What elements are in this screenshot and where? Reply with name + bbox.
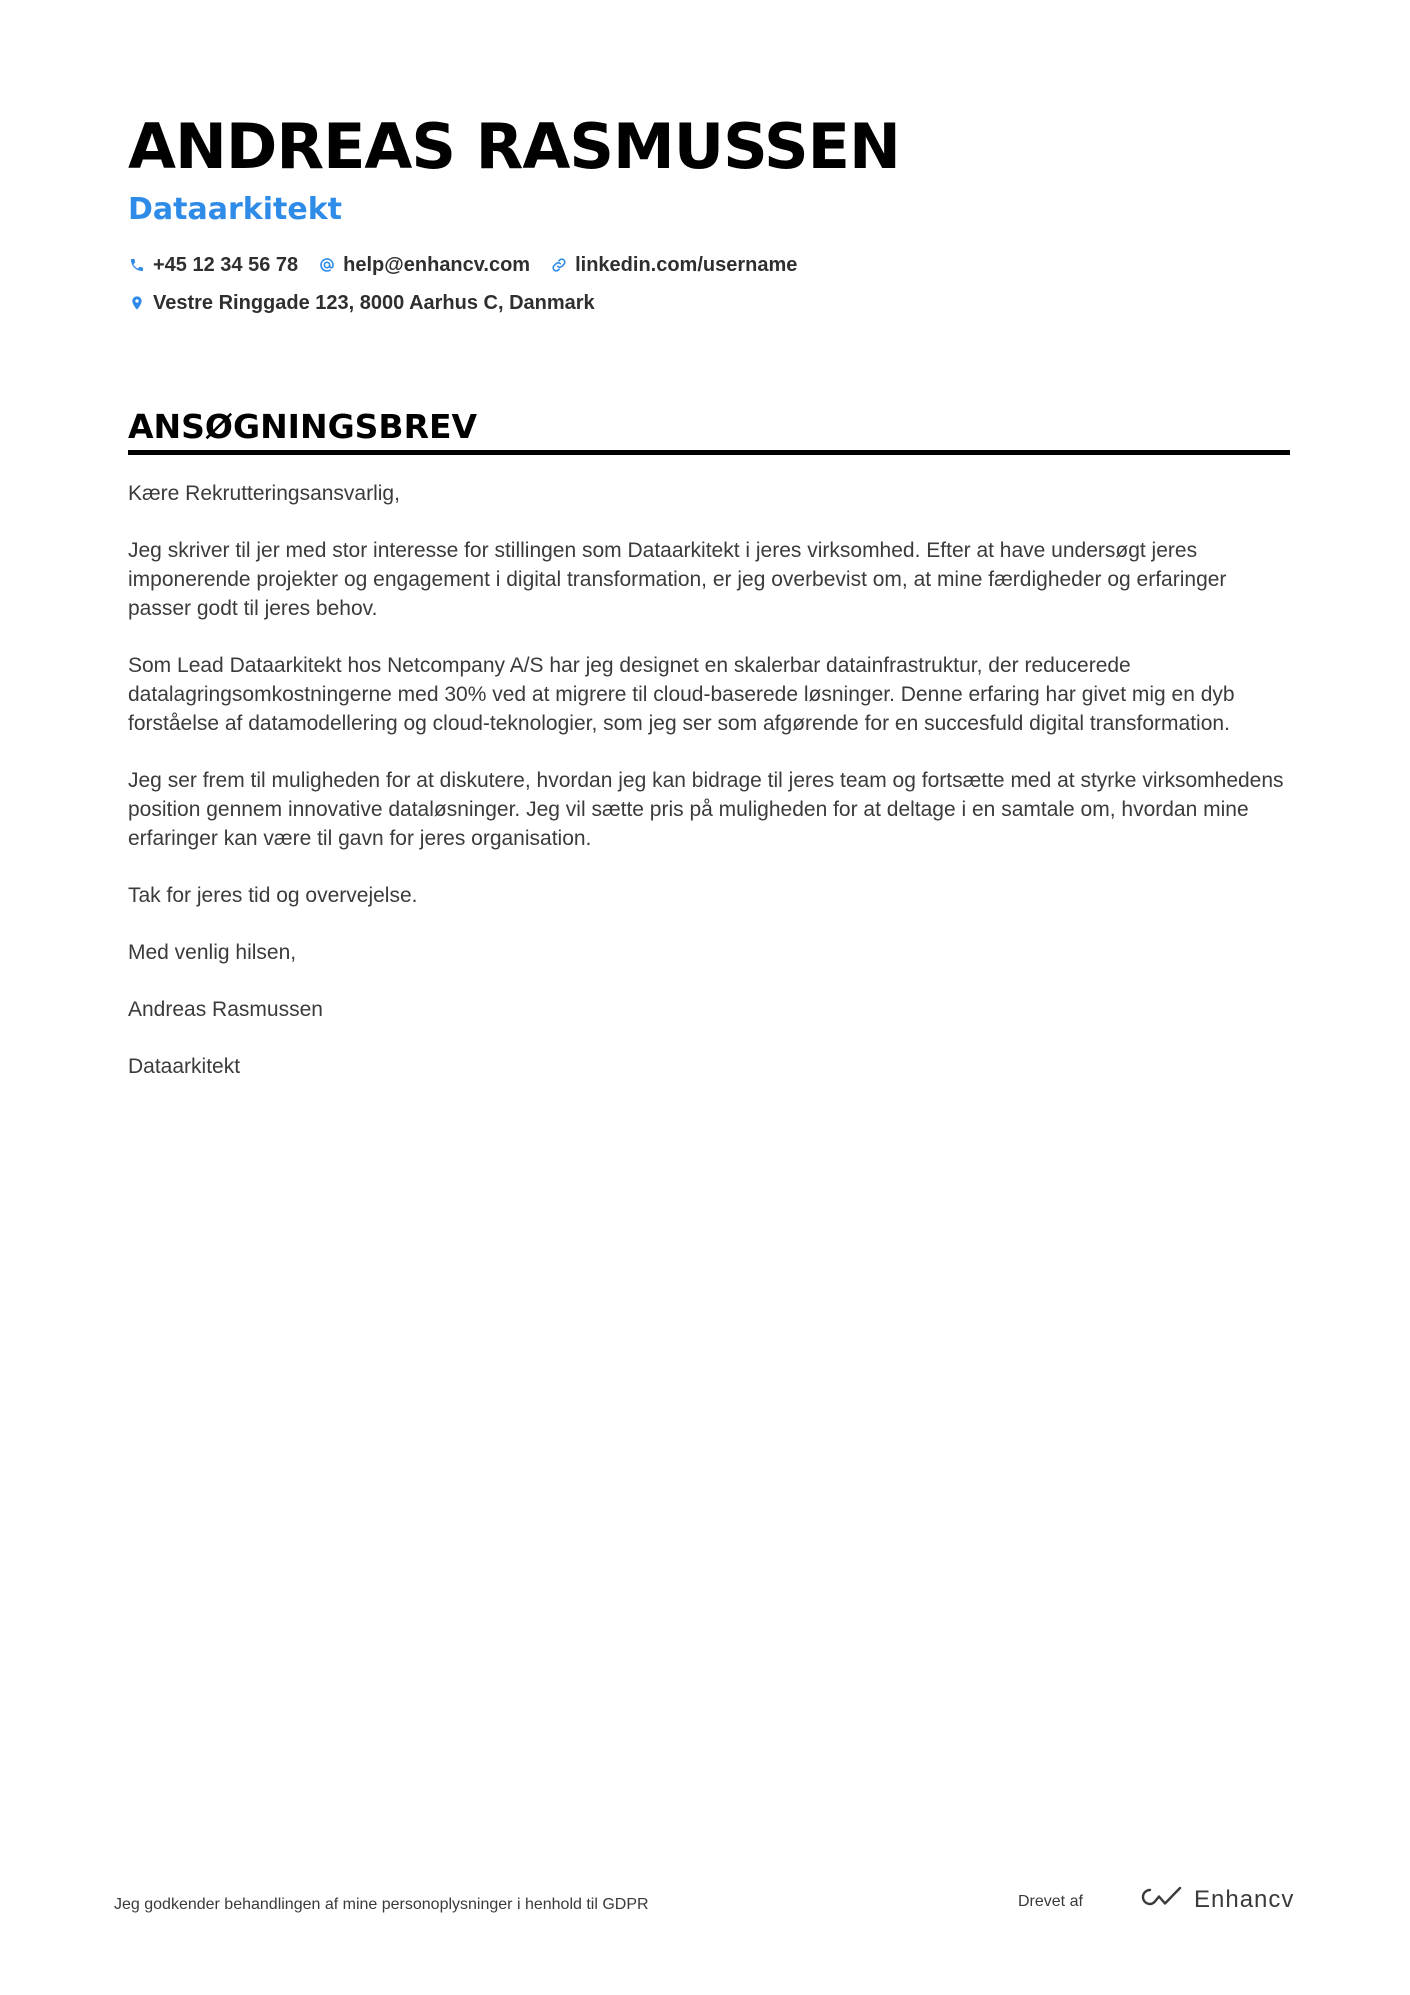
header (128, 108, 1288, 316)
at-icon (318, 256, 336, 274)
letter-paragraph: Jeg ser frem til muligheden for at diskutere, hvordan jeg kan bidrage til jeres team og fortsætte med at styrke virksomhedens position gennem innovative dataløsninger. Jeg vil sætte pris på muligheden for at deltage i en samtale om, hvordan mine erfaringer kan være til gavn for jeres organisation. (128, 769, 1284, 850)
address-row (128, 290, 1288, 316)
section-title: ANSØGNINGSBREV (128, 406, 1290, 455)
brand-link[interactable] (1138, 1884, 1294, 1915)
signature-title: Dataarkitekt (128, 1055, 241, 1078)
gdpr-consent: Jeg godkender behandlingen af mine personoplysninger i henhold til GDPR (114, 1896, 649, 1913)
applicant-name: ANDREAS RASMUSSEN (128, 110, 900, 183)
letter-paragraph: Jeg skriver til jer med stor interesse for stillingen som Dataarkitekt i jeres virksomhed. Efter at have undersøgt jeres imponerende projekter og engagement i digital transformation, er jeg overbevist om, at mine færdigheder og erfaringer passer godt til jeres behov. (128, 539, 1227, 620)
contact-email[interactable] (318, 252, 530, 278)
contact-phone (128, 252, 298, 278)
enhancv-logo-icon (1138, 1884, 1184, 1915)
phone-text: +45 12 34 56 78 (153, 254, 299, 276)
contact-row (128, 252, 1288, 278)
linkedin-link[interactable]: linkedin.com/username (575, 254, 798, 276)
footer (114, 1880, 1295, 1930)
contact-linkedin[interactable] (550, 252, 797, 278)
cover-letter-section (128, 406, 1290, 1109)
address-text: Vestre Ringgade 123, 8000 Aarhus C, Danmark (153, 292, 595, 314)
signature-name: Andreas Rasmussen (128, 998, 323, 1021)
job-title: Dataarkitekt (128, 192, 342, 227)
letter-thanks: Tak for jeres tid og overvejelse. (128, 884, 418, 907)
email-link[interactable]: help@enhancv.com (343, 254, 531, 276)
link-icon (550, 256, 568, 274)
letter-paragraph: Som Lead Dataarkitekt hos Netcompany A/S har jeg designet en skalerbar datainfrastruktur, der reducerede datalagringsomkostningerne med 30% ved at migrere til cloud-baserede løsninger. Denne erfaring har givet mig en dyb forståelse af datamodellering og cloud-teknologier, som jeg ser som afgørende for en succesfuld digital transformation. (128, 654, 1235, 735)
letter-closing: Med venlig hilsen, (128, 941, 297, 964)
letter-greeting: Kære Rekrutteringsansvarlig, (128, 482, 400, 505)
letter-body (128, 479, 1290, 1081)
location-pin-icon (128, 294, 146, 312)
phone-icon (128, 256, 146, 274)
contact-address (128, 290, 595, 316)
powered-by-label: Drevet af (1018, 1893, 1083, 1910)
brand-name[interactable]: Enhancv (1194, 1885, 1295, 1913)
